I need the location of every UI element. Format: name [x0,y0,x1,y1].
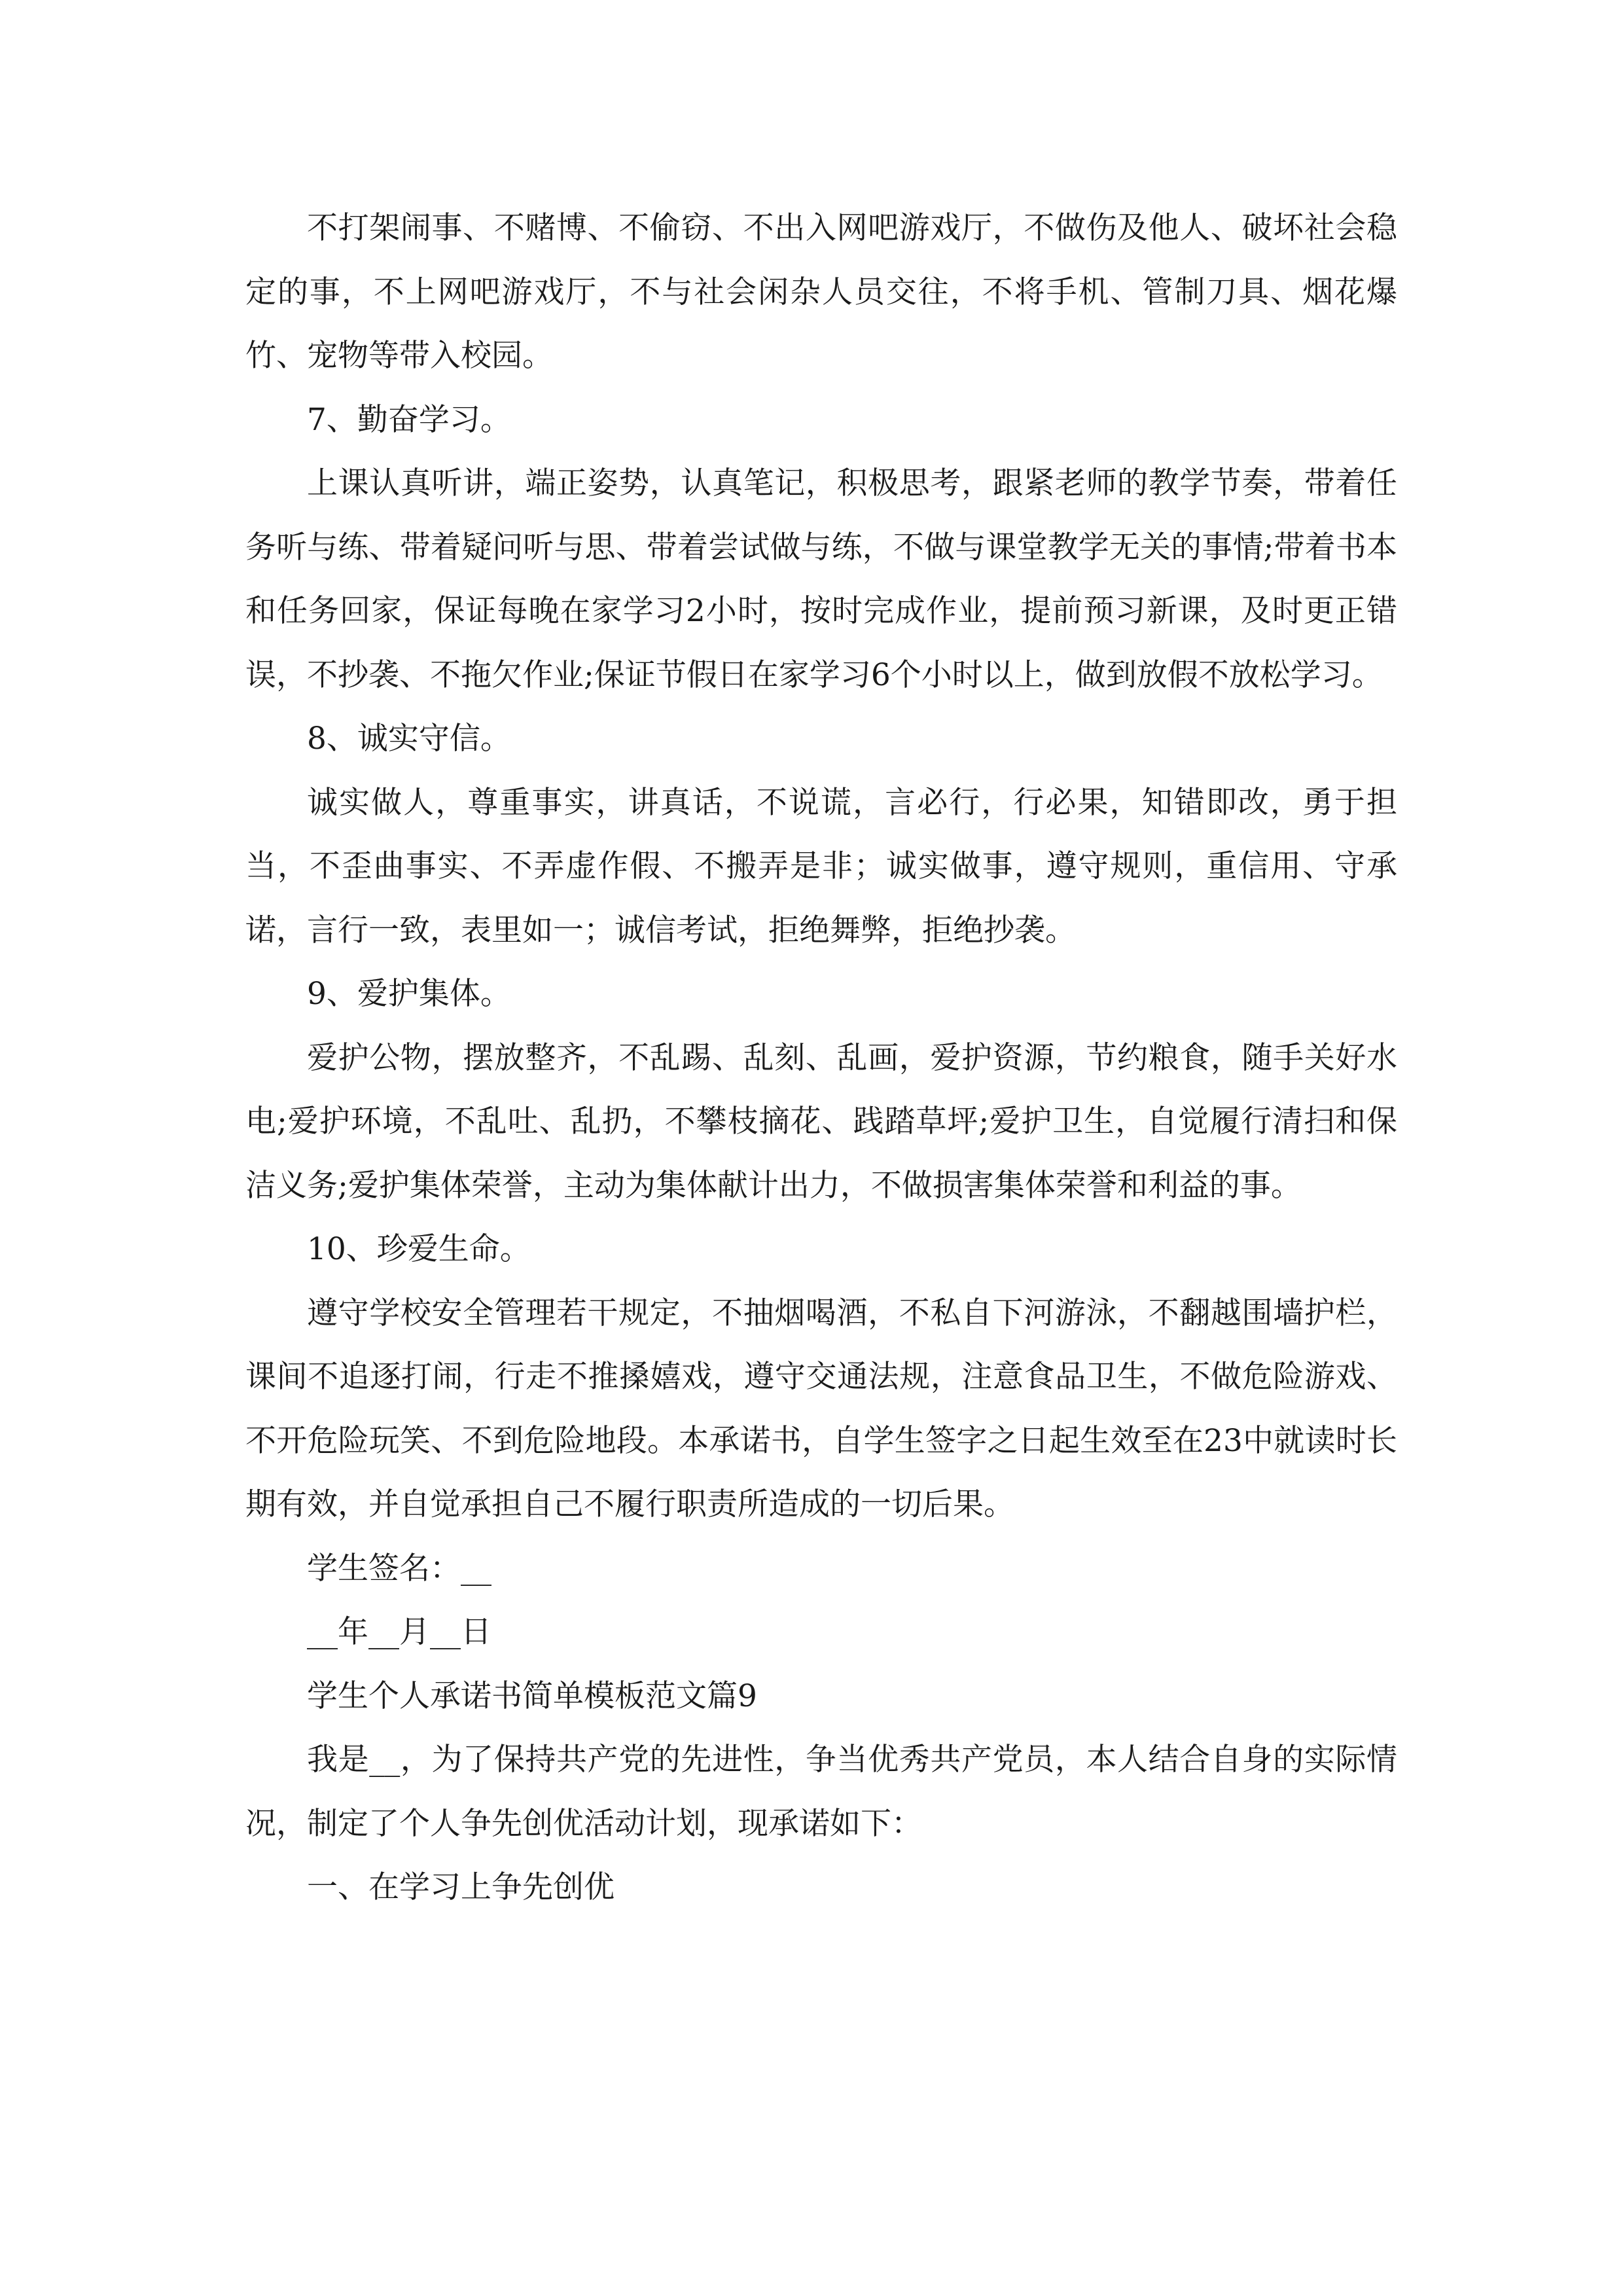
paragraph-conduct-rules: 不打架闹事、不赌博、不偷窃、不出入网吧游戏厅，不做伤及他人、破坏社会稳定的事，不上网吧游戏厅，不与社会闲杂人员交往，不将手机、管制刀具、烟花爆竹、宠物等带入校园。 [245,210,1397,374]
heading-study-diligently: 7、勤奋学习。 [307,401,511,438]
paragraph-safety-rules: 遵守学校安全管理若干规定，不抽烟喝酒，不私自下河游泳，不翻越围墙护栏，课间不追逐打闹，行走不推搡嬉戏，遵守交通法规，注意食品卫生，不做危险游戏、不开危险玩笑、不到危险地段。本承诺书，自学生签字之日起生效至在23中就读时长期有效，并自觉承担自己不履行职责所造成的一切后果。 [245,1295,1397,1522]
paragraph-party-pledge-intro: 我是__，为了保持共产党的先进性，争当优秀共产党员，本人结合自身的实际情况，制定了个人争先创优活动计划，现承诺如下： [245,1742,1397,1842]
student-signature-line: 学生签名：__ [307,1550,491,1587]
paragraph-honesty-rules: 诚实做人，尊重事实，讲真话，不说谎，言必行，行必果，知错即改，勇于担当，不歪曲事实、不弄虚作假、不搬弄是非；诚实做事，遵守规则，重信用、守承诺，言行一致，表里如一；诚信考试，拒绝舞弊，拒绝抄袭。 [245,784,1397,948]
date-line: __年__月__日 [307,1614,491,1650]
paragraph-study-rules: 上课认真听讲，端正姿势，认真笔记，积极思考，跟紧老师的教学节奏，带着任务听与练、带着疑问听与思、带着尝试做与练，不做与课堂教学无关的事情;带着书本和任务回家，保证每晚在家学习2小时，按时完成作业，提前预习新课，及时更正错误，不抄袭、不拖欠作业;保证节假日在家学习6个小时以上，做到放假不放松学习。 [245,465,1397,693]
heading-cherish-life: 10、珍爱生命。 [307,1231,531,1267]
heading-care-for-collective: 9、爱护集体。 [307,976,511,1012]
document-body [245,196,1397,1920]
heading-honesty: 8、诚实守信。 [307,721,511,757]
heading-study-excellence: 一、在学习上争先创优 [307,1869,615,1905]
section-title-template-9: 学生个人承诺书简单模板范文篇9 [307,1677,757,1714]
paragraph-collective-rules: 爱护公物，摆放整齐，不乱踢、乱刻、乱画，爱护资源，节约粮食，随手关好水电;爱护环境，不乱吐、乱扔，不攀枝摘花、践踏草坪;爱护卫生，自觉履行清扫和保洁义务;爱护集体荣誉，主动为集体献计出力，不做损害集体荣誉和利益的事。 [245,1039,1397,1204]
